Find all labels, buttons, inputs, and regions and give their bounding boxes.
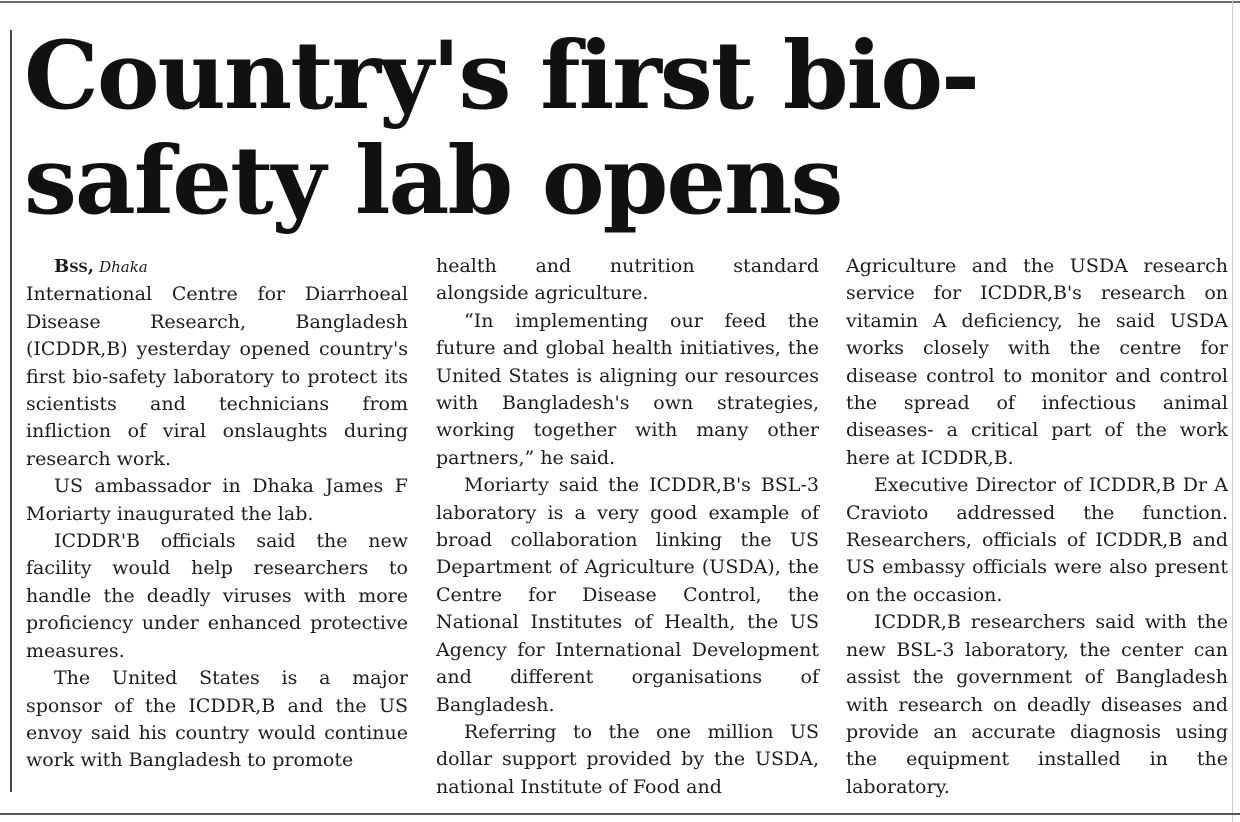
article-column-2 [436, 253, 819, 801]
paragraph: Agriculture and the USDA research service for ICDDR,B's research on vitamin A deficiency, he said USDA works closely with the centre for disease control to monitor and control the spread of infectious animal diseases- a critical part of the work here at ICDDR,B. [846, 255, 1228, 469]
paragraph: Referring to the one million US dollar support provided by the USDA, national Institute of Food and [436, 720, 819, 798]
paragraph: Executive Director of ICDDR,B Dr A Cravioto addressed the function. Researchers, officials of ICDDR,B and US embassy officials were also present on the occasion. [846, 474, 1228, 606]
paragraph: US ambassador in Dhaka James F Moriarty inaugurated the lab. [26, 475, 408, 525]
bottom-rule [0, 813, 1240, 815]
byline [26, 253, 408, 281]
byline-place: Dhaka [99, 258, 148, 276]
article-column-1 [26, 253, 408, 775]
paragraph: ICDDR,B researchers said with the new BSL-3 laboratory, the center can assist the government of Bangladesh with research on deadly diseases and provide an accurate diagnosis using the equipment installed in the laboratory. [846, 611, 1228, 798]
top-rule [0, 1, 1240, 3]
article-column-3 [846, 253, 1228, 801]
paragraph: “In implementing our feed the future and global health initiatives, the United States is aligning our resources with Bangladesh's own strategies, working together with many other partners,” he said. [436, 309, 819, 469]
headline: Country's first bio-safety lab opens [24, 21, 979, 236]
left-column-rule [10, 30, 12, 792]
right-edge-rule [1232, 0, 1233, 822]
paragraph: ICDDR'B officials said the new facility would help researchers to handle the deadly viruses with more proficiency under enhanced protective measures. [26, 530, 408, 662]
paragraph: International Centre for Diarrhoeal Disease Research, Bangladesh (ICDDR,B) yesterday opened country's first bio-safety laboratory to protect its scientists and technicians from infliction of viral onslaughts during research work. [26, 283, 408, 470]
paragraph: Moriarty said the ICDDR,B's BSL-3 laboratory is a very good example of broad collaboration linking the US Department of Agriculture (USDA), the Centre for Disease Control, the National Institutes of Health, the US Agency for International Development and different organisations of Bangladesh. [436, 474, 819, 716]
paragraph: health and nutrition standard alongside agriculture. [436, 255, 819, 305]
paragraph: The United States is a major sponsor of the ICDDR,B and the US envoy said his country would continue work with Bangladesh to promote [26, 667, 408, 772]
byline-agency: Bss, [54, 256, 94, 277]
